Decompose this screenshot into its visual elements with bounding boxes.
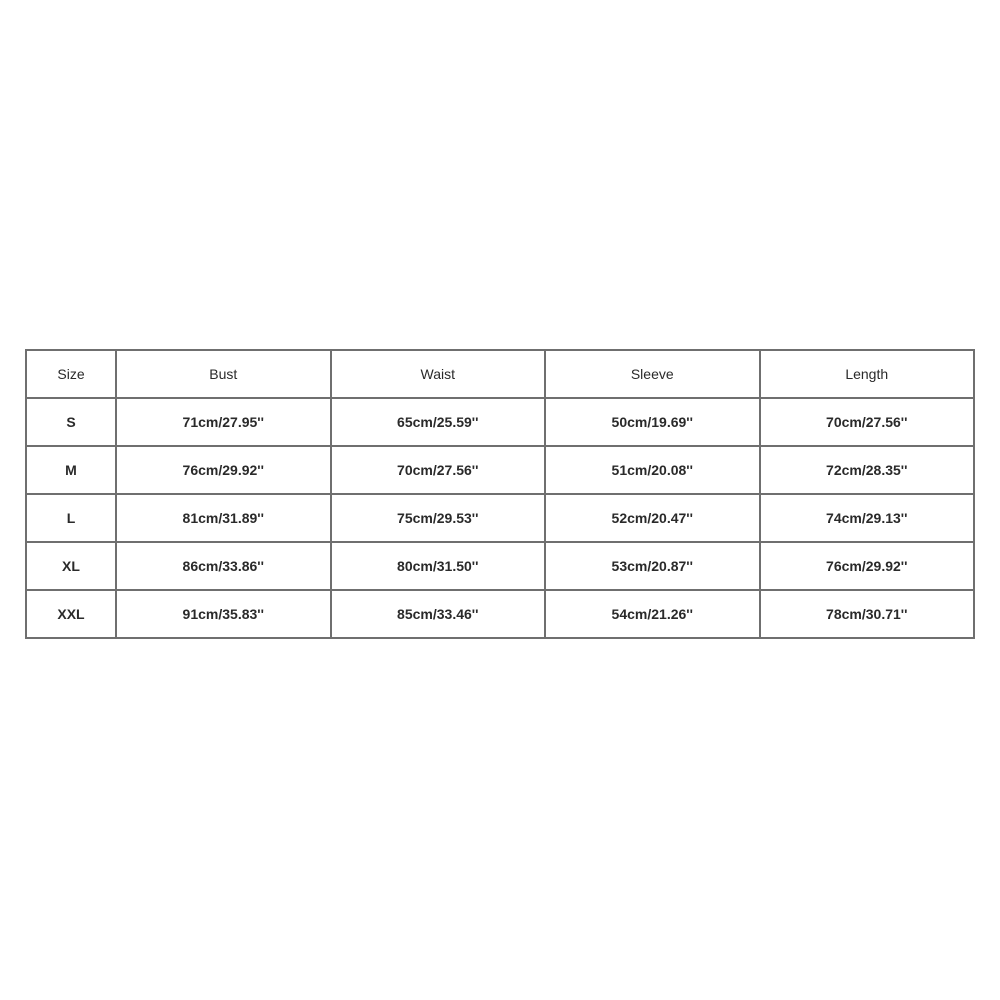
cell-size: XXL	[26, 590, 116, 638]
header-waist: Waist	[331, 350, 546, 398]
cell-waist: 85cm/33.46''	[331, 590, 546, 638]
cell-waist: 70cm/27.56''	[331, 446, 546, 494]
cell-size: XL	[26, 542, 116, 590]
cell-sleeve: 54cm/21.26''	[545, 590, 760, 638]
table-row	[26, 494, 974, 542]
header-length: Length	[760, 350, 975, 398]
cell-sleeve: 52cm/20.47''	[545, 494, 760, 542]
header-size: Size	[26, 350, 116, 398]
cell-sleeve: 53cm/20.87''	[545, 542, 760, 590]
cell-length: 76cm/29.92''	[760, 542, 975, 590]
size-chart-table	[25, 349, 975, 639]
cell-bust: 81cm/31.89''	[116, 494, 331, 542]
cell-length: 72cm/28.35''	[760, 446, 975, 494]
cell-length: 74cm/29.13''	[760, 494, 975, 542]
cell-size: L	[26, 494, 116, 542]
cell-length: 78cm/30.71''	[760, 590, 975, 638]
header-bust: Bust	[116, 350, 331, 398]
table-header-row	[26, 350, 974, 398]
cell-bust: 71cm/27.95''	[116, 398, 331, 446]
cell-waist: 65cm/25.59''	[331, 398, 546, 446]
cell-waist: 75cm/29.53''	[331, 494, 546, 542]
header-sleeve: Sleeve	[545, 350, 760, 398]
cell-waist: 80cm/31.50''	[331, 542, 546, 590]
table-row	[26, 542, 974, 590]
table-row	[26, 398, 974, 446]
cell-sleeve: 50cm/19.69''	[545, 398, 760, 446]
cell-bust: 76cm/29.92''	[116, 446, 331, 494]
table-row	[26, 446, 974, 494]
cell-bust: 86cm/33.86''	[116, 542, 331, 590]
cell-bust: 91cm/35.83''	[116, 590, 331, 638]
cell-size: S	[26, 398, 116, 446]
table-row	[26, 590, 974, 638]
cell-sleeve: 51cm/20.08''	[545, 446, 760, 494]
cell-length: 70cm/27.56''	[760, 398, 975, 446]
cell-size: M	[26, 446, 116, 494]
